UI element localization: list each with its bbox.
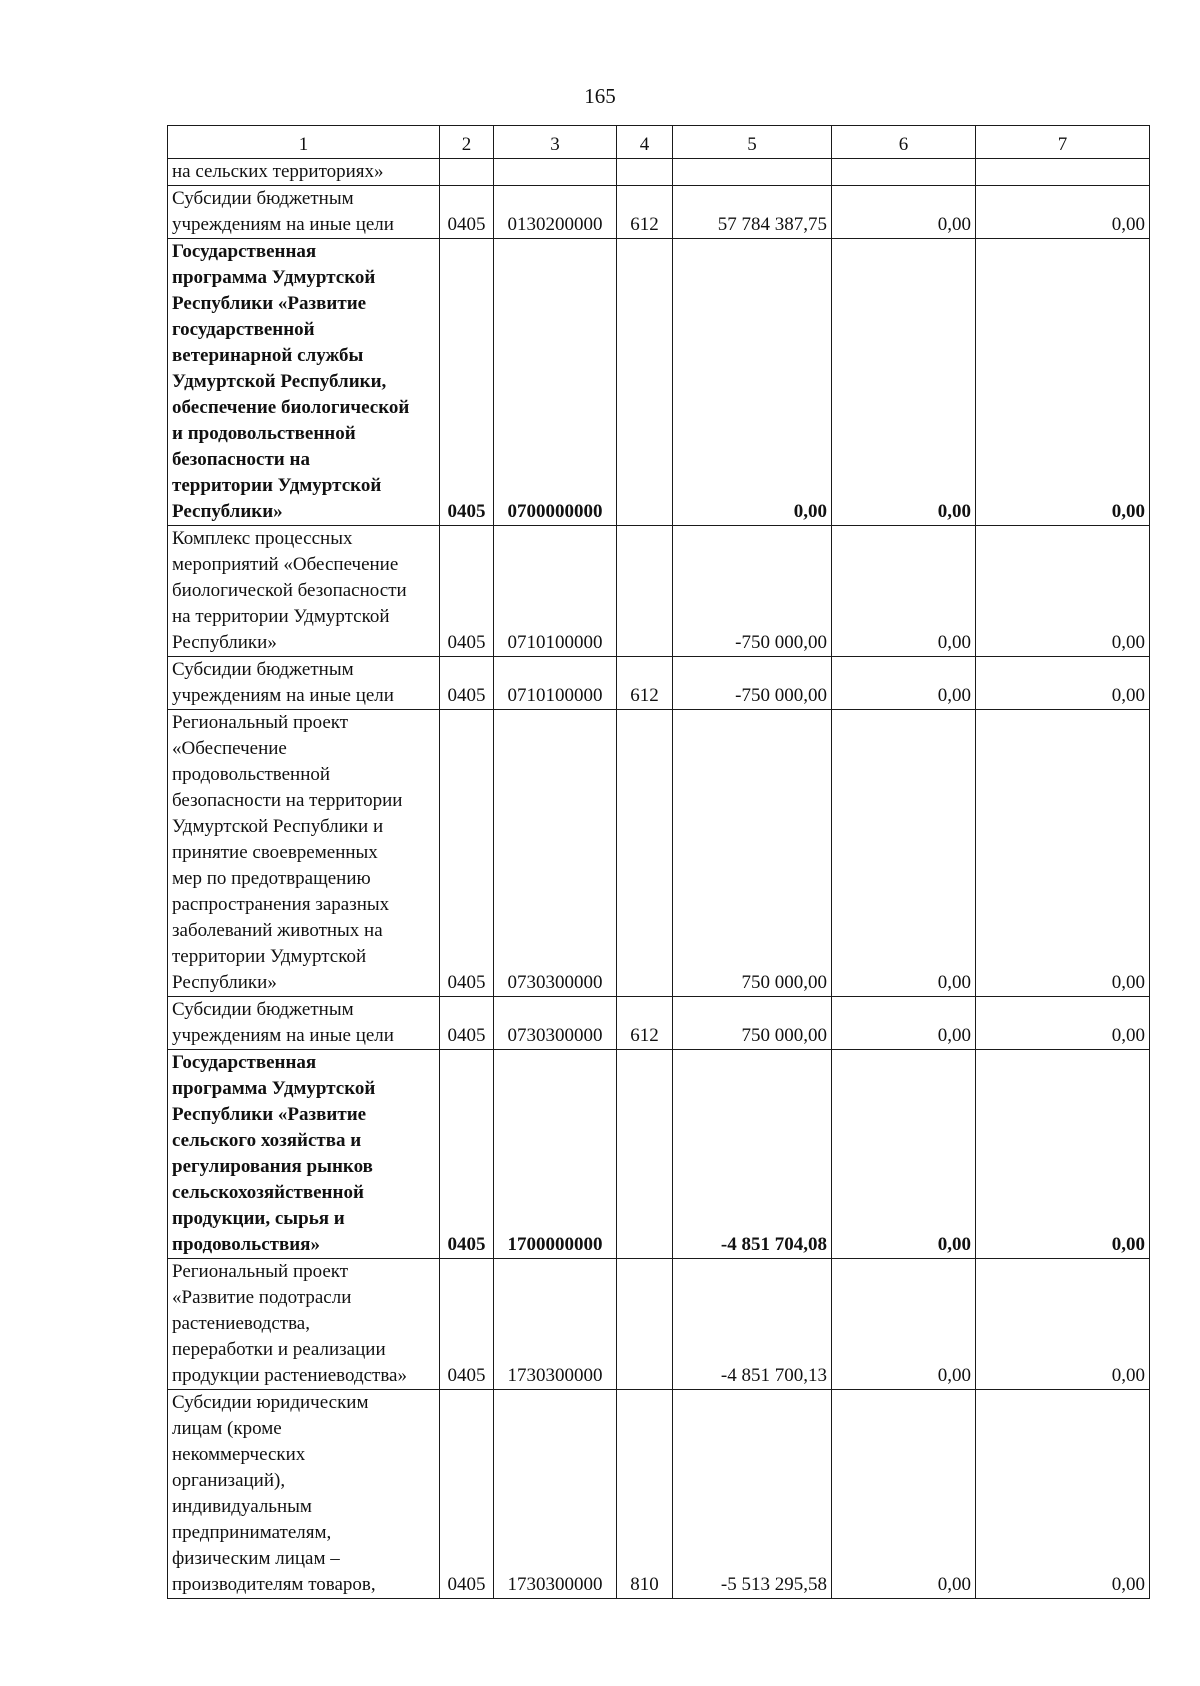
amount-col-5: 0,00 [673, 239, 832, 526]
page-number: 165 [584, 84, 616, 108]
target-code: 0700000000 [494, 239, 617, 526]
row-name: Комплекс процессных мероприятий «Обеспечение биологической безопасности на территории Удмуртской Республики» [168, 526, 440, 657]
column-header-3: 3 [494, 126, 617, 159]
table-row [168, 1259, 1150, 1390]
amount-col-7: 0,00 [976, 1259, 1150, 1390]
header-row [168, 126, 1150, 159]
column-header-6: 6 [832, 126, 976, 159]
target-code: 0130200000 [494, 186, 617, 239]
amount-col-7 [976, 159, 1150, 186]
amount-col-6: 0,00 [832, 997, 976, 1050]
column-header-7: 7 [976, 126, 1150, 159]
amount-col-5: 57 784 387,75 [673, 186, 832, 239]
amount-col-7: 0,00 [976, 1390, 1150, 1599]
table-row [168, 997, 1150, 1050]
row-name: Субсидии бюджетным учреждениям на иные цели [168, 997, 440, 1050]
amount-col-6: 0,00 [832, 1390, 976, 1599]
amount-col-5: -750 000,00 [673, 526, 832, 657]
row-name: Субсидии бюджетным учреждениям на иные цели [168, 186, 440, 239]
expense-type-code: 612 [617, 186, 673, 239]
row-name: Государственная программа Удмуртской Республики «Развитие сельского хозяйства и регулирования рынков сельскохозяйственной продукции, сырья и продовольствия» [168, 1050, 440, 1259]
expense-type-code [617, 239, 673, 526]
row-name: Субсидии бюджетным учреждениям на иные цели [168, 657, 440, 710]
section-code [440, 159, 494, 186]
amount-col-6 [832, 159, 976, 186]
row-name: Региональный проект «Развитие подотрасли растениеводства, переработки и реализации продукции растениеводства» [168, 1259, 440, 1390]
expense-type-code [617, 526, 673, 657]
section-code: 0405 [440, 186, 494, 239]
target-code: 1730300000 [494, 1390, 617, 1599]
target-code: 0710100000 [494, 657, 617, 710]
expense-type-code [617, 710, 673, 997]
amount-col-5: -5 513 295,58 [673, 1390, 832, 1599]
target-code: 1730300000 [494, 1259, 617, 1390]
table-row [168, 239, 1150, 526]
target-code: 0730300000 [494, 997, 617, 1050]
target-code: 0730300000 [494, 710, 617, 997]
amount-col-7: 0,00 [976, 997, 1150, 1050]
table-row [168, 1050, 1150, 1259]
section-code: 0405 [440, 1259, 494, 1390]
column-header-1: 1 [168, 126, 440, 159]
expense-type-code: 612 [617, 997, 673, 1050]
budget-table [167, 125, 1150, 1599]
amount-col-5: 750 000,00 [673, 710, 832, 997]
target-code [494, 159, 617, 186]
amount-col-6: 0,00 [832, 239, 976, 526]
target-code: 1700000000 [494, 1050, 617, 1259]
row-name: на сельских территориях» [168, 159, 440, 186]
amount-col-7: 0,00 [976, 186, 1150, 239]
section-code: 0405 [440, 1390, 494, 1599]
amount-col-7: 0,00 [976, 1050, 1150, 1259]
amount-col-6: 0,00 [832, 186, 976, 239]
section-code: 0405 [440, 657, 494, 710]
table-row [168, 657, 1150, 710]
amount-col-6: 0,00 [832, 526, 976, 657]
table-row [168, 526, 1150, 657]
column-header-2: 2 [440, 126, 494, 159]
amount-col-6: 0,00 [832, 1259, 976, 1390]
section-code: 0405 [440, 239, 494, 526]
section-code: 0405 [440, 997, 494, 1050]
amount-col-5: -750 000,00 [673, 657, 832, 710]
expense-type-code: 810 [617, 1390, 673, 1599]
amount-col-6: 0,00 [832, 710, 976, 997]
expense-type-code [617, 1050, 673, 1259]
amount-col-7: 0,00 [976, 710, 1150, 997]
expense-type-code: 612 [617, 657, 673, 710]
row-name: Субсидии юридическим лицам (кроме некоммерческих организаций), индивидуальным предпринимателям, физическим лицам – производителям товаров, [168, 1390, 440, 1599]
amount-col-5: 750 000,00 [673, 997, 832, 1050]
amount-col-5: -4 851 704,08 [673, 1050, 832, 1259]
target-code: 0710100000 [494, 526, 617, 657]
row-name: Региональный проект «Обеспечение продовольственной безопасности на территории Удмуртской Республики и принятие своевременных мер по предотвращению распространения заразных заболеваний животных на территории Удмуртской Республики» [168, 710, 440, 997]
section-code: 0405 [440, 710, 494, 997]
section-code: 0405 [440, 526, 494, 657]
column-header-4: 4 [617, 126, 673, 159]
table-row [168, 186, 1150, 239]
column-header-5: 5 [673, 126, 832, 159]
amount-col-7: 0,00 [976, 239, 1150, 526]
amount-col-5 [673, 159, 832, 186]
section-code: 0405 [440, 1050, 494, 1259]
amount-col-6: 0,00 [832, 1050, 976, 1259]
amount-col-7: 0,00 [976, 526, 1150, 657]
amount-col-5: -4 851 700,13 [673, 1259, 832, 1390]
table-row [168, 1390, 1150, 1599]
amount-col-6: 0,00 [832, 657, 976, 710]
table-row [168, 710, 1150, 997]
row-name: Государственная программа Удмуртской Республики «Развитие государственной ветеринарной службы Удмуртской Республики, обеспечение биологической и продовольственной безопасности на территории Удмуртской Республики» [168, 239, 440, 526]
expense-type-code [617, 159, 673, 186]
table-row [168, 159, 1150, 186]
expense-type-code [617, 1259, 673, 1390]
amount-col-7: 0,00 [976, 657, 1150, 710]
